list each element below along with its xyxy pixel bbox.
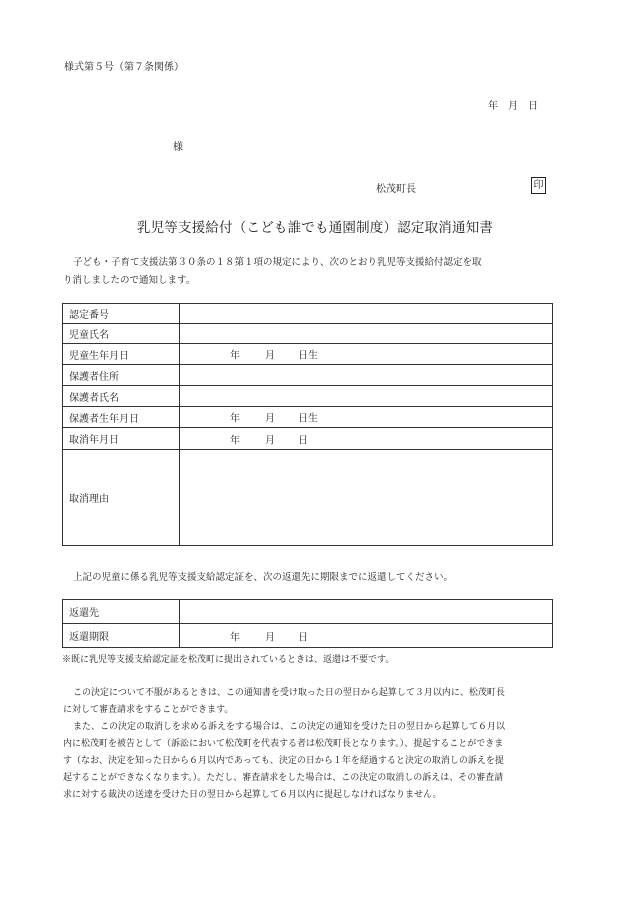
row-value xyxy=(180,304,553,324)
month-unit: 月 xyxy=(265,632,275,643)
table-row xyxy=(63,304,553,324)
row-label: 取消理由 xyxy=(63,450,180,546)
return-notice: 上記の児童に係る乳児等支援支給認定証を、次の返還先に期限までに返還してください。 xyxy=(73,572,454,583)
row-label: 返還期限 xyxy=(63,624,180,648)
appeal-line: 起することができなくなります。）。ただし、審査請求をした場合は、この決定の取消しの訴えは、その審査請 xyxy=(63,773,504,783)
year-unit: 年 xyxy=(230,413,240,425)
intro-paragraph xyxy=(63,254,482,289)
row-label: 保護者生年月日 xyxy=(63,407,180,428)
return-table xyxy=(62,599,553,648)
appeal-line: また、この決定の取消しを求める訴えをする場合は、この決定の通知を受けた日の翌日から起算して６月以 xyxy=(73,722,506,732)
document-title: 乳児等支援給付（こども誰でも通園制度）認定取消通知書 xyxy=(136,220,494,236)
row-value xyxy=(180,428,553,450)
row-label: 返還先 xyxy=(63,600,180,624)
table-row xyxy=(63,365,553,386)
row-value xyxy=(180,344,553,365)
intro-line: り消しましたので通知します。 xyxy=(63,274,196,286)
day-unit: 日生 xyxy=(298,350,318,362)
row-value xyxy=(180,365,553,386)
year-unit: 年 xyxy=(230,632,240,643)
row-label: 保護者住所 xyxy=(63,365,180,386)
table-row xyxy=(63,407,553,428)
row-value xyxy=(180,624,553,648)
cancellation-table xyxy=(62,303,553,546)
month-unit: 月 xyxy=(265,435,275,446)
row-label: 保護者氏名 xyxy=(63,386,180,407)
row-label: 児童氏名 xyxy=(63,324,180,344)
table-row xyxy=(63,450,553,546)
day-unit: 日 xyxy=(298,632,308,643)
row-label: 取消年月日 xyxy=(63,428,180,450)
row-value xyxy=(180,407,553,428)
month-unit: 月 xyxy=(265,413,275,425)
issuer-name: 松茂町長 xyxy=(376,184,416,195)
row-label: 認定番号 xyxy=(63,304,180,324)
month-unit: 月 xyxy=(265,350,275,362)
row-value xyxy=(180,450,553,546)
date-line: 年 月 日 xyxy=(488,101,538,112)
row-value xyxy=(180,386,553,407)
appeal-paragraph xyxy=(63,685,505,804)
table-row xyxy=(63,344,553,365)
appeal-line: 求に対する裁決の送達を受けた日の翌日から起算して６月以内に提起しなければなりません。 xyxy=(63,790,442,800)
day-unit: 日生 xyxy=(298,413,318,425)
table-row xyxy=(63,600,553,624)
day-unit: 日 xyxy=(298,435,308,446)
appeal-line: に対して審査請求をすることができます。 xyxy=(63,705,234,715)
seal-mark: 印 xyxy=(531,177,546,194)
appeal-line: この決定について不服があるときは、この通知書を受け取った日の翌日から起算して３月以内に、松茂町長 xyxy=(73,688,505,698)
appeal-line: 内に松茂町を被告として（訴訟において松茂町を代表する者は松茂町長となります。）、提起することができま xyxy=(63,739,504,749)
table-row xyxy=(63,428,553,450)
form-number: 様式第５号（第７条関係） xyxy=(64,62,184,73)
year-unit: 年 xyxy=(230,350,240,362)
return-note: ※既に乳児等支援支給認定証を松茂町に提出されているときは、返還は不要です。 xyxy=(62,655,395,665)
row-value xyxy=(180,600,553,624)
appeal-line: す（なお、決定を知った日から６月以内であっても、決定の日から１年を経過すると決定の取消しの訴えを提 xyxy=(63,756,504,766)
table-row xyxy=(63,624,553,648)
intro-line: 子ども・子育て支援法第３０条の１８第１項の規定により、次のとおり乳児等支援給付認定を取 xyxy=(73,257,482,268)
table-row xyxy=(63,386,553,407)
table-row xyxy=(63,324,553,344)
row-label: 児童生年月日 xyxy=(63,344,180,365)
year-unit: 年 xyxy=(230,435,240,446)
row-value xyxy=(180,324,553,344)
addressee-suffix: 様 xyxy=(173,142,183,153)
